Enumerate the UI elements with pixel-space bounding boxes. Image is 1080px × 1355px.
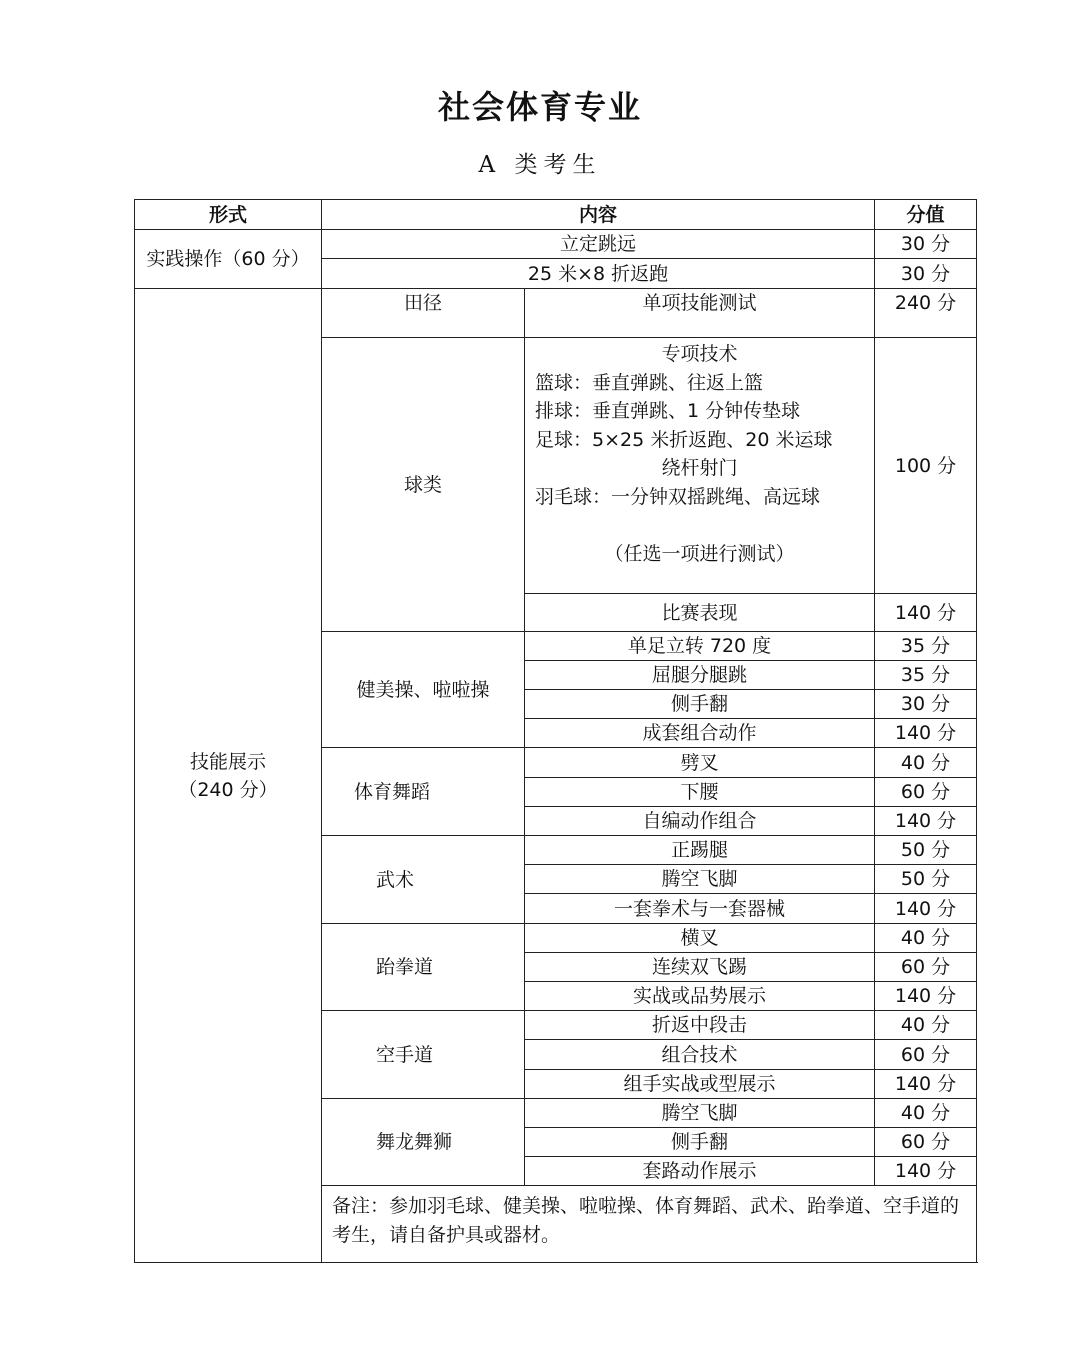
ball-tech-line: 足球：5×25 米折返跑、20 米运球 [535,428,833,451]
group-item: 腾空飞脚 [525,1099,875,1128]
group-score: 140 分 [875,807,977,836]
group-score: 30 分 [875,690,977,719]
group-category: 健美操、啦啦操 [322,632,525,748]
ball-tech-score: 100 分 [875,338,977,594]
ball-tech-line: 绕杆射门 [661,457,738,479]
group-score: 140 分 [875,1070,977,1099]
skill-label-line2: （240 分） [178,778,278,801]
header-content: 内容 [322,200,875,230]
group-score: 60 分 [875,953,977,982]
group-score: 50 分 [875,836,977,865]
group-score: 140 分 [875,719,977,748]
group-score: 40 分 [875,924,977,953]
group-item: 自编动作组合 [525,807,875,836]
ball-tech-note: （任选一项进行测试） [604,543,795,565]
group-category: 体育舞蹈 [322,748,525,836]
group-category: 跆拳道 [322,924,525,1011]
group-category: 空手道 [322,1011,525,1099]
group-category: 武术 [322,836,525,924]
ball-match: 比赛表现 [525,594,875,632]
group-score: 35 分 [875,632,977,661]
skill-label [135,289,322,1263]
ball-category: 球类 [322,338,525,632]
practice-score: 30 分 [875,230,977,259]
header-form: 形式 [135,200,322,230]
ball-tech-title: 专项技术 [661,343,738,365]
track-category: 田径 [322,289,525,338]
group-score: 50 分 [875,865,977,894]
group-item: 腾空飞脚 [525,865,875,894]
exam-table [134,199,977,1263]
group-item: 成套组合动作 [525,719,875,748]
group-item: 单足立转 720 度 [525,632,875,661]
note-text: 备注：参加羽毛球、健美操、啦啦操、体育舞蹈、武术、跆拳道、空手道的考生，请自备护具或器材。 [322,1186,977,1263]
practice-item: 立定跳远 [322,230,875,259]
table-header-row [135,200,977,230]
track-item: 单项技能测试 [525,289,875,338]
group-category: 舞龙舞狮 [322,1099,525,1186]
group-score: 140 分 [875,894,977,924]
group-item: 实战或品势展示 [525,982,875,1011]
group-item: 连续双飞踢 [525,953,875,982]
page-title: 社会体育专业 [437,88,642,126]
group-score: 35 分 [875,661,977,690]
group-item: 套路动作展示 [525,1157,875,1186]
skill-label-line1: 技能展示 [189,750,266,773]
group-item: 一套拳术与一套器械 [525,894,875,924]
ball-tech-cell [525,338,875,594]
group-score: 140 分 [875,982,977,1011]
practice-label: 实践操作（60 分） [135,230,322,289]
group-item: 正踢腿 [525,836,875,865]
page-subtitle: A 类考生 [478,152,602,178]
track-score: 240 分 [875,289,977,338]
ball-tech-line: 排球：垂直弹跳、1 分钟传垫球 [535,400,801,422]
group-score: 60 分 [875,1040,977,1070]
group-item: 劈叉 [525,748,875,778]
group-item: 侧手翻 [525,690,875,719]
group-item: 折返中段击 [525,1011,875,1040]
table-row [135,289,977,338]
group-score: 40 分 [875,1011,977,1040]
group-item: 组手实战或型展示 [525,1070,875,1099]
group-item: 下腰 [525,778,875,807]
ball-tech-line: 篮球：垂直弹跳、往返上篮 [535,371,764,394]
group-score: 40 分 [875,1099,977,1128]
group-item: 横叉 [525,924,875,953]
group-item: 屈腿分腿跳 [525,661,875,690]
group-item: 组合技术 [525,1040,875,1070]
header-score: 分值 [875,200,977,230]
ball-tech-line: 羽毛球：一分钟双摇跳绳、高远球 [535,485,821,508]
group-score: 140 分 [875,1157,977,1186]
group-score: 60 分 [875,778,977,807]
group-item: 侧手翻 [525,1128,875,1157]
practice-score: 30 分 [875,259,977,289]
group-score: 60 分 [875,1128,977,1157]
group-score: 40 分 [875,748,977,778]
table-row [135,230,977,259]
practice-item: 25 米×8 折返跑 [322,259,875,289]
ball-match-score: 140 分 [875,594,977,632]
